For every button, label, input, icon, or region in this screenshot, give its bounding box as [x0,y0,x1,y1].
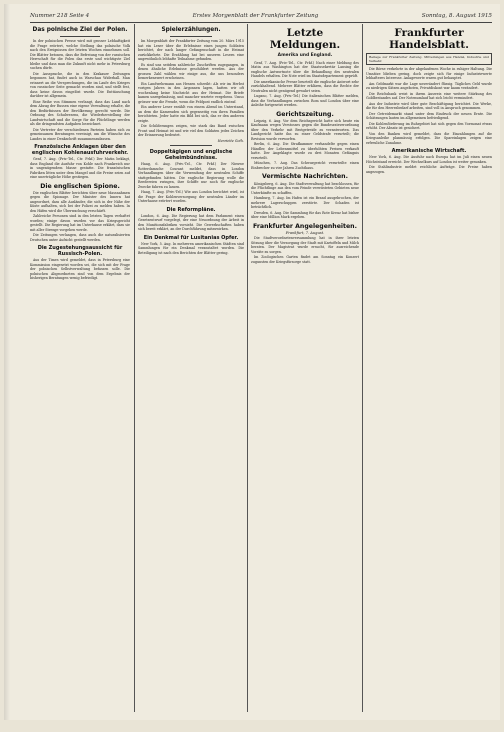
col3-section4-para: Die Stadtverordnetenversammlung hat in ihrer letzten Sitzung über die Versorgung der Stadt mit Kartoffeln und Milch beraten. Der Magistrat wurde ersucht, für ausreichende Vorräte zu sorgen. [251,236,359,254]
col4-para: Die Reichsbank weist in ihrem Ausweis eine weitere Stärkung des Goldbestandes auf. Der Notenumlauf hat sich leicht vermindert. [366,91,492,101]
col1-para: Die Aussprache, die in den Krakauer Zeitungen begonnen hat, findet auch in Warschau Widerhall. Man erinnert an die Versprechungen, die im Laufe des Krieges von russischer Seite gemacht worden sind, und stellt fest, dass keine davon eingelöst wurde. Die Enttäuschung darüber ist allgemein. [30,71,130,98]
col2-section3-heading: Die Reformpläne. [166,206,216,213]
header-date: Sonntag, 8. August 1915 [421,13,492,19]
header-masthead: Erstes Morgenblatt der Frankfurter Zeitung [192,13,319,19]
col1-divider [60,36,100,37]
column-rule-2 [247,24,248,712]
col1-para: Die Vertreter der verschiedenen Parteien haben sich zu gemeinsamen Beratungen vereinigt, um die Wünsche des Landes in einer Denkschrift zusammenzufassen. [30,127,130,141]
col3-section3-heading: Vermischte Nachrichten. [262,173,348,181]
col3-para: Lugano, 7. Aug. (Priv.-Tel.) Die italienischen Blätter melden, dass die Verhandlungen zwischen Rom und London über eine Anleihe fortgesetzt werden. [251,94,359,108]
newspaper-page [4,4,500,720]
col2-para: Ein anderer Leser erzählt von einem Abend im Unterstand, an dem die Kameraden sich gegenseitig von ihren Familien berichteten. Jeder hatte ein Bild bei sich, das er den anderen zeigte. [138,105,244,123]
col3-section4-heading: Frankfurter Angelegenheiten. [253,222,357,230]
col2-section4-para: New York, 5. Aug. In mehreren amerikanischen Städten sind Sammlungen für ein Denkmal veranstaltet worden. Die Beteiligung ist nach den Berichten der Blätter gering. [138,241,244,255]
col3-section3-para: Hamburg, 7. Aug. Im Hafen ist ein Brand ausgebrochen, der mehrere Lagerschuppen zerstörte. Der Schaden ist beträchtlich. [251,196,359,209]
col3-title: Letzte Meldungen. [269,27,341,51]
col1-para: Eine Reihe von Stimmen verlangt, dass das Land nach dem Abzug der Russen eine eigene Verwaltung erhalte, die den Bedürfnissen der Bevölkerung gerecht werde. Die Ordnung des Schulwesens, die Wiederherstellung der Landwirtschaft und die Sorge für die Flüchtlinge werden als die dringendsten Aufgaben bezeichnet. [30,99,130,126]
column-3 [251,26,359,716]
col2-section2-para: Haag, 7. Aug. (Priv.-Tel.) Wie aus London berichtet wird, ist die Frage der Kohlenversorgung der neutralen Länder im Unterhause erörtert worden. [138,190,244,203]
col2-title: Spielerzählungen. [161,27,221,33]
col2-divider [170,36,212,37]
col2-section2-para: Haag, 6. Aug. (Priv.-Tel., Ctr. Frkf.) Der Nieuwe Rotterdamsche Courant meldet, dass in London Verhandlungen über die Verwendung der neutralen Schiffe stattgefunden hätten. Die englische Regierung wolle die Reedereien zwingen, ihre Schiffe nur noch für englische Zwecke fahren zu lassen. [138,162,244,189]
col1-section4-heading: Die Zugestehungsaussicht für Russisch-Polen. [37,245,123,258]
col4-section2-para: Die Stahlindustrie meldet reichliche Aufträge. Die Preise haben angezogen. [366,165,492,174]
col3-section2-para: München, 7. Aug. Das Schwurgericht verurteilte einen Einbrecher zu vier Jahren Zuchthaus. [251,161,359,170]
col3-section4-para: Im Zoologischen Garten findet am Sonntag ein Konzert zugunsten der Kriegsfürsorge statt. [251,255,359,264]
col3-section2-para: Berlin, 6. Aug. Die Strafkammer verhandelte gegen einen Händler, der Lebensmittel zu überhöhten Preisen verkauft hatte. Der Angeklagte wurde zu drei Monaten Gefängnis verurteilt. [251,142,359,160]
col4-para: Am Geldmarkt war die Lage unverändert flüssig. Tägliches Geld wurde zu niedrigen Sätzen angeboten, Privatdiskont war kaum verändert. [366,81,492,91]
column-rule-1 [134,24,135,712]
col2-para: Im Morgenblatt der Frankfurter Zeitung vom 20. März 1915 hat ein Leser über die Erlebnisse eines jungen Soldaten berichtet, der nach langer Gefangenschaft in die Heimat zurückkehrte. Die Erzählung hat bei unseren Lesern eine ungewöhnlich lebhafte Teilnahme gefunden. [138,39,244,61]
column-4 [366,26,492,716]
column-rule-3 [362,24,363,712]
col4-para: Die Börse verkehrte in der abgelaufenen Woche in ruhiger Haltung. Die Umsätze blieben gering, doch zeigte sich für einige Industriewerte lebhafteres Interesse. Anlagewerte waren gut behauptet. [366,67,492,81]
column-2 [138,26,244,716]
column-1 [30,26,130,716]
col2-divider [170,145,212,146]
col1-section3-para: Zahlreiche Personen sind in den letzten Tagen verhaftet worden; einige davon wurden vor das Kriegsgericht gestellt. Die Regierung hat im Unterhause erklärt, dass sie mit aller Strenge vorgehen werde. [30,214,130,232]
col4-section2-para: New York, 6. Aug. Die Ausfuhr nach Europa hat im Juli einen neuen Höchststand erreicht. Der Wechselkurs auf London ist weiter gesunken. [366,155,492,164]
col1-section3-heading: Die englischen Spione. [40,182,120,190]
col4-notice-box: Beilage zur Frankfurter Zeitung. Mitteilungen aus Handel, Industrie und Verkehr. [366,53,492,65]
page-header [30,10,492,22]
col3-subtitle: Amerika und England. [277,53,333,58]
col1-section3-para: Die Zeitungen verlangen, dass auch die naturalisierten Deutschen unter Aufsicht gestellt werden. [30,233,130,242]
col3-section3-para: Dresden, 6. Aug. Die Sammlung für das Rote Kreuz hat bisher über eine Million Mark ergeben. [251,210,359,219]
col4-para: Die Kohlenförderung im Ruhrgebiet hat sich gegen den Vormonat etwas erhöht. Der Absatz ist gesichert. [366,121,492,131]
col1-para: In der polnischen Presse wird mit grosser Lebhaftigkeit die Frage erörtert, welche Stellung das polnische Volk nach den Ereignissen der letzten Wochen einnehmen soll. Die Blätter betonen, dass die Befreiung von der russischen Herrschaft für die Polen das erste und wichtigste Ziel bleibe und dass man die Zukunft nicht mehr in Petersburg suchen dürfe. [30,39,130,70]
col2-section2-heading: Doppeltägigen und englische Geheimbündnisse. [149,149,233,161]
col3-section2-heading: Gerichtszeitung. [276,110,334,118]
col2-signature: Henriette Goth. [217,138,244,143]
col1-section2-para: Genf, 7. Aug. (Priv.-Tel., Ctr. Frkf.) Der Matin beklagt, dass England die Ausfuhr von Kohle nach Frankreich nur in ungenügendem Masse gestatte. Die französischen Fabriken litten unter dem Mangel und die Preise seien auf eine unerträgliche Höhe gestiegen. [30,157,130,179]
col1-section4-para: Aus der Times wird gemeldet, dass in Petersburg eine Kommission eingesetzt worden sei, die sich mit der Frage der polnischen Selbstverwaltung befassen solle. Die polnischen Abgeordneten sind von dem Ergebnis der bisherigen Beratungen wenig befriedigt. [30,258,130,281]
col4-title: Frankfurter Handelsblatt. [389,27,469,51]
col2-para: Die Schilderungen zeigen, wie stark das Band zwischen Front und Heimat ist und wie viel den Soldaten jedes Zeichen der Erinnerung bedeutet. [138,124,244,137]
col4-para: Aus der Industrie wird über gute Beschäftigung berichtet. Die Werke, die für den Heeresbedarf arbeiten, sind voll in Anspruch genommen. [366,101,492,111]
col3-para: Genf, 7. Aug. (Priv.-Tel., Ctr. Frkf.) Nach einer Meldung des Matin aus Washington hat der Staatssekretär Lansing die englische Antwortnote über die Behandlung des neutralen Handels erhalten. Die Note wird im Staatsdepartement geprüft. [251,60,359,79]
col4-section2-heading: Amerikanische Wirtschaft. [391,148,467,155]
col3-section4-dateline: Frankfurt, 7. August. [285,230,325,235]
col1-section2-heading: Französische Anklagen über den englischen Kohlenausfuhrverkehr. [31,144,129,156]
header-rule [30,22,492,23]
col2-section3-para: London, 6. Aug. Die Regierung hat dem Parlament einen Gesetzentwurf vorgelegt, der eine Neuordnung der Arbeit in den Munitionsfabriken vorsieht. Die Gewerkschaften haben sich bereit erklärt, an der Durchführung mitzuwirken. [138,213,244,231]
col3-section2-para: Leipzig, 6. Aug. Vor dem Reichsgericht hatte sich heute ein Kaufmann wegen Verstosses gegen die Bundesratsverordnung über den Verkehr mit Brotgetreide zu verantworten. Das Landgericht hatte ihn zu einer Geldstrafe verurteilt; die Revision wurde verworfen. [251,118,359,141]
col1-section3-para: Die englischen Blätter berichten über neue Massnahmen gegen die Spionage. Der Minister des Innern hat angeordnet, dass alle Ausländer, die sich in der Nähe der Küste aufhalten, sich bei der Polizei zu melden haben. In den Häfen wird die Überwachung verschärft. [30,190,130,213]
header-issue-number: Nummer 218 Seite 4 [30,13,90,19]
col2-section4-heading: Ein Denkmal für Lusitanias Opfer. [143,234,239,241]
col1-title: Das polnische Ziel der Polen. [32,27,128,33]
col2-para: Ein Landwehrmann aus Hessen schreibt: Als wir im Herbst vorigen Jahres in den Argonnen lagen, hatten wir oft wochenlang keine Nachricht aus der Heimat. Die Briefe kamen unregelmässig, und mancher wartete vergebens. Umso grösser war die Freude, wenn die Feldpost endlich eintraf. [138,81,244,104]
col4-para: Von den Banken wird gemeldet, dass die Einzahlungen auf die Kriegsanleihe planmässig erfolgen. Die Spareinlagen zeigen eine erfreuliche Zunahme. [366,131,492,145]
col4-para: Der Getreidemarkt stand unter dem Eindruck der neuen Ernte. Die Schätzungen lauten im allgemeinen befriedigend. [366,111,492,121]
col2-para: Es sind uns seitdem zahlreiche Zuschriften zugegangen, in denen ähnliche Erlebnisse geschildert werden. Aus der grossen Zahl wählen wir einige aus, die uns besonders bemerkenswert erscheinen. [138,62,244,80]
page-spine-shadow [4,4,10,720]
col3-para: Die amerikanische Presse beurteilt die englische Antwort sehr zurückhaltend. Mehrere Blätter erklären, dass die Rechte der Neutralen nicht genügend gewahrt seien. [251,79,359,93]
col3-section3-para: Königsberg, 6. Aug. Die Stadtverwaltung hat beschlossen, für die Flüchtlinge aus den vom Feinde verwüsteten Gebieten neue Unterkünfte zu schaffen. [251,181,359,195]
